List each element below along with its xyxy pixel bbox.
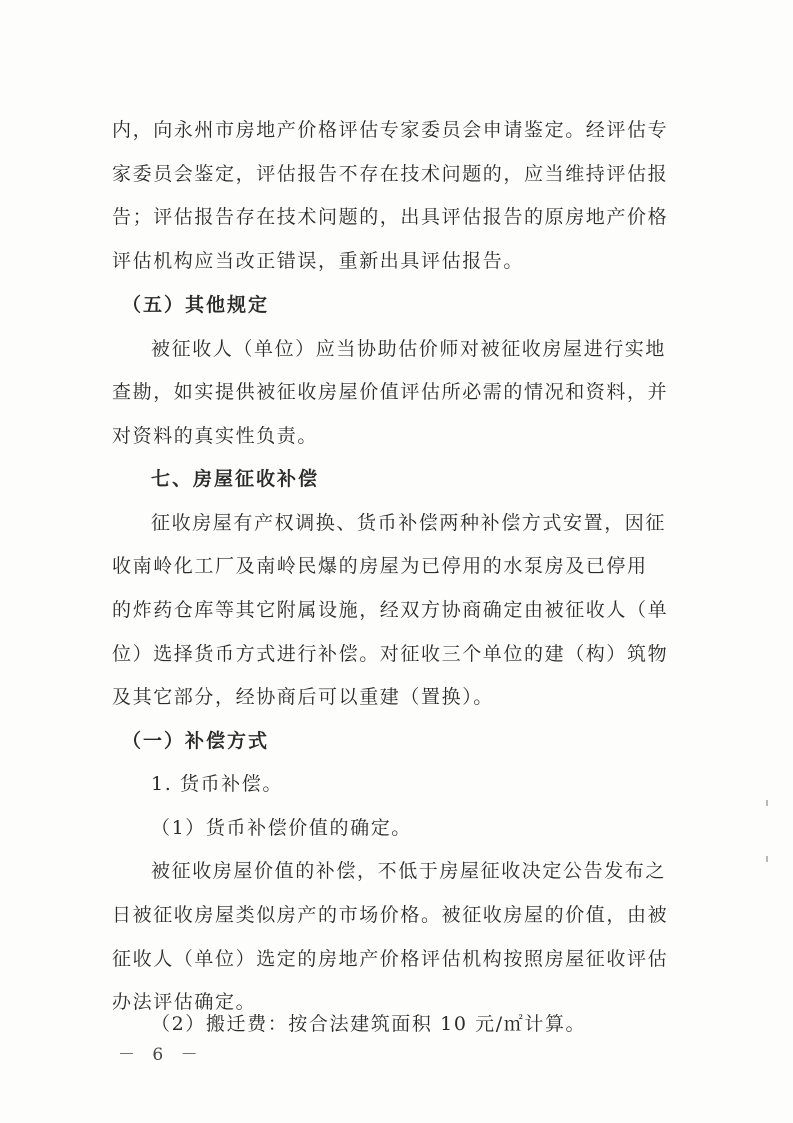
paragraph-first-line: 被征收房屋价值的补偿，不低于房屋征收决定公告发布之 bbox=[151, 860, 667, 882]
body-line: 告；评估报告存在技术问题的，出具评估报告的原房地产价格 bbox=[112, 206, 669, 228]
sub-item-heading: （2）搬迁费：按合法建筑面积 10 元/㎡计算。 bbox=[151, 1013, 587, 1035]
body-line: 位）选择货币方式进行补偿。对征收三个单位的建（构）筑物 bbox=[112, 643, 669, 665]
body-line: 办法评估确定。 bbox=[112, 991, 257, 1013]
paragraph-first-line: 征收房屋有产权调换、货币补偿两种补偿方式安置，因征 bbox=[151, 512, 667, 534]
scan-margin-mark bbox=[766, 800, 768, 806]
body-line: 日被征收房屋类似房产的市场价格。被征收房屋的价值，由被 bbox=[112, 904, 669, 926]
body-line: 及其它部分，经协商后可以重建（置换）。 bbox=[112, 686, 494, 708]
scan-margin-mark bbox=[766, 856, 768, 862]
body-line: 查勘，如实提供被征收房屋价值评估所必需的情况和资料，并 bbox=[112, 381, 669, 403]
body-line: 对资料的真实性负责。 bbox=[112, 425, 319, 447]
body-line: 评估机构应当改正错误，重新出具评估报告。 bbox=[112, 250, 525, 272]
chapter-heading: 七、房屋征收补偿 bbox=[151, 468, 320, 490]
body-line: 内，向永州市房地产价格评估专家委员会申请鉴定。经评估专 bbox=[112, 119, 669, 141]
sub-item-heading: （1）货币补偿价值的确定。 bbox=[151, 817, 412, 839]
body-line: 收南岭化工厂及南岭民爆的房屋为已停用的水泵房及已停用 bbox=[112, 555, 648, 577]
body-line: 家委员会鉴定，评估报告不存在技术问题的，应当维持评估报 bbox=[112, 163, 669, 185]
body-line: 征收人（单位）选定的房地产价格评估机构按照房屋征收评估 bbox=[112, 948, 669, 970]
page-number: － 6 － bbox=[118, 1045, 204, 1065]
body-line: 的炸药仓库等其它附属设施，经双方协商确定由被征收人（单 bbox=[112, 599, 669, 621]
section-heading: （五）其他规定 bbox=[122, 294, 270, 316]
paragraph-first-line: 被征收人（单位）应当协助估价师对被征收房屋进行实地 bbox=[151, 338, 667, 360]
list-item: 1. 货币补偿。 bbox=[151, 773, 283, 795]
section-heading: （一）补偿方式 bbox=[122, 730, 270, 752]
